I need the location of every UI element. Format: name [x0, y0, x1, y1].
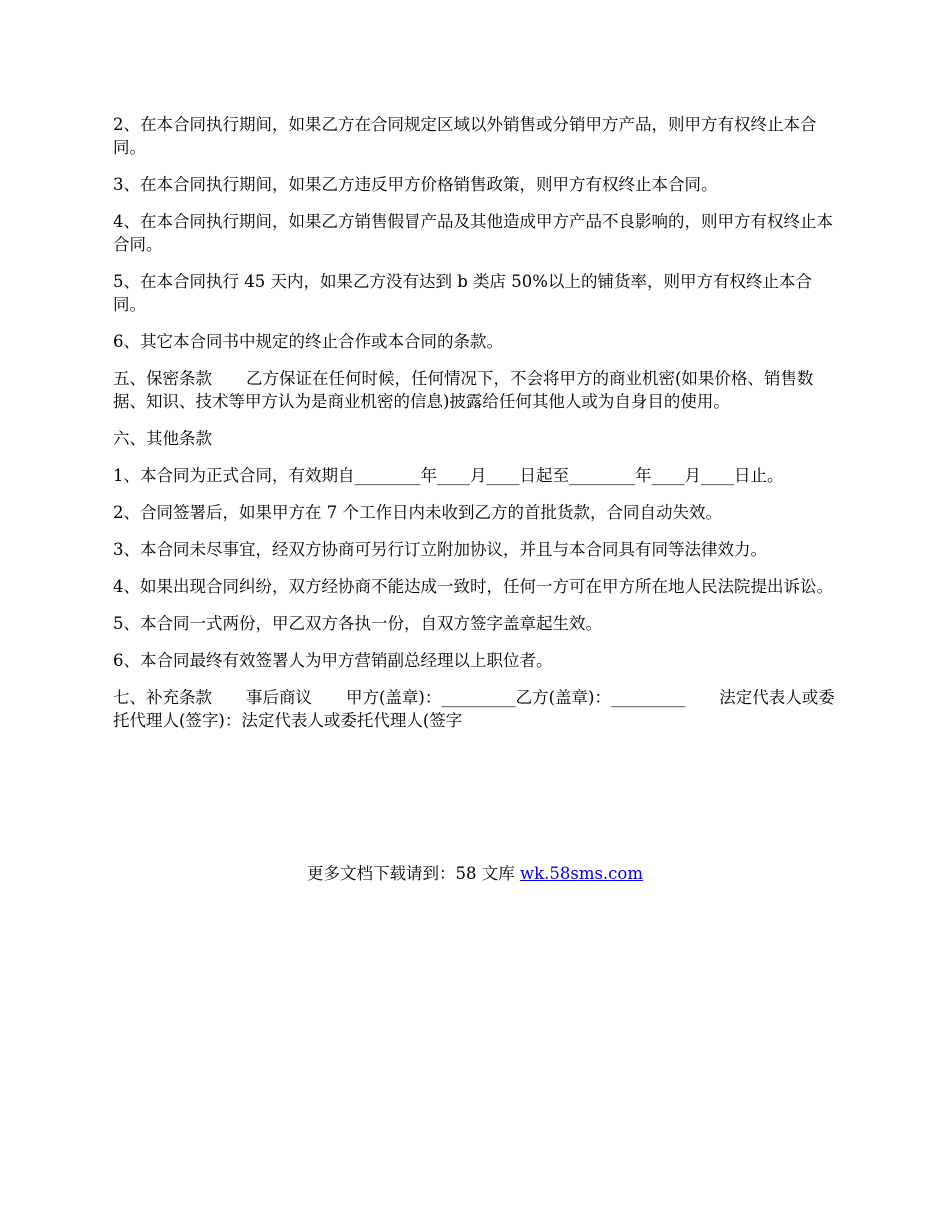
signature-parties: 甲方(盖章)：_________乙方(盖章)：_________ — [346, 688, 686, 707]
clause-5: 5、在本合同执行 45 天内，如果乙方没有达到 b 类店 50%以上的铺货率，则甲方有权终止本合同。 — [113, 272, 812, 314]
other-term-5: 5、本合同一式两份，甲乙双方各执一份，自双方签字盖章起生效。 — [113, 614, 602, 633]
footer-text: 更多文档下载请到：58 文库 — [306, 864, 520, 883]
clause-3: 3、在本合同执行期间，如果乙方违反甲方价格销售政策，则甲方有权终止本合同。 — [113, 175, 718, 194]
document-body — [113, 113, 840, 746]
other-term-6: 6、本合同最终有效签署人为甲方营销副总经理以上职位者。 — [113, 651, 553, 670]
footer-link[interactable]: wk.58sms.com — [519, 864, 643, 883]
clause-6: 6、其它本合同书中规定的终止合作或本合同的条款。 — [113, 332, 503, 351]
other-term-3: 3、本合同未尽事宜，经双方协商可另行订立附加协议，并且与本合同具有同等法律效力。 — [113, 540, 767, 559]
confidentiality-heading: 五、保密条款 — [113, 369, 212, 388]
clause-4: 4、在本合同执行期间，如果乙方销售假冒产品及其他造成甲方产品不良影响的，则甲方有权终止本合同。 — [113, 212, 833, 254]
other-terms-heading: 六、其他条款 — [113, 429, 212, 448]
other-term-2: 2、合同签署后，如果甲方在 7 个工作日内未收到乙方的首批货款，合同自动失效。 — [113, 503, 722, 522]
confidentiality-section — [113, 367, 840, 413]
clause-2: 2、在本合同执行期间，如果乙方在合同规定区域以外销售或分销甲方产品，则甲方有权终止本合同。 — [113, 115, 817, 157]
confidentiality-body: 乙方保证在任何时候，任何情况下，不会将甲方的商业机密(如果价格、销售数据、知识、技术等甲方认为是商业机密的信息)披露给任何其他人或为自身目的使用。 — [113, 369, 814, 411]
other-term-1: 1、本合同为正式合同，有效期自________年____月____日起至________年____月____日止。 — [113, 466, 784, 485]
footer — [0, 862, 950, 885]
other-term-4: 4、如果出现合同纠纷，双方经协商不能达成一致时，任何一方可在甲方所在地人民法院提出诉讼。 — [113, 577, 833, 596]
supplement-item: 事后商议 — [246, 688, 312, 707]
supplement-section — [113, 686, 840, 732]
signature-representatives: 法定代表人或委托代理人(签字)：法定代表人或委托代理人(签字 — [113, 688, 835, 730]
supplement-heading: 七、补充条款 — [113, 688, 212, 707]
